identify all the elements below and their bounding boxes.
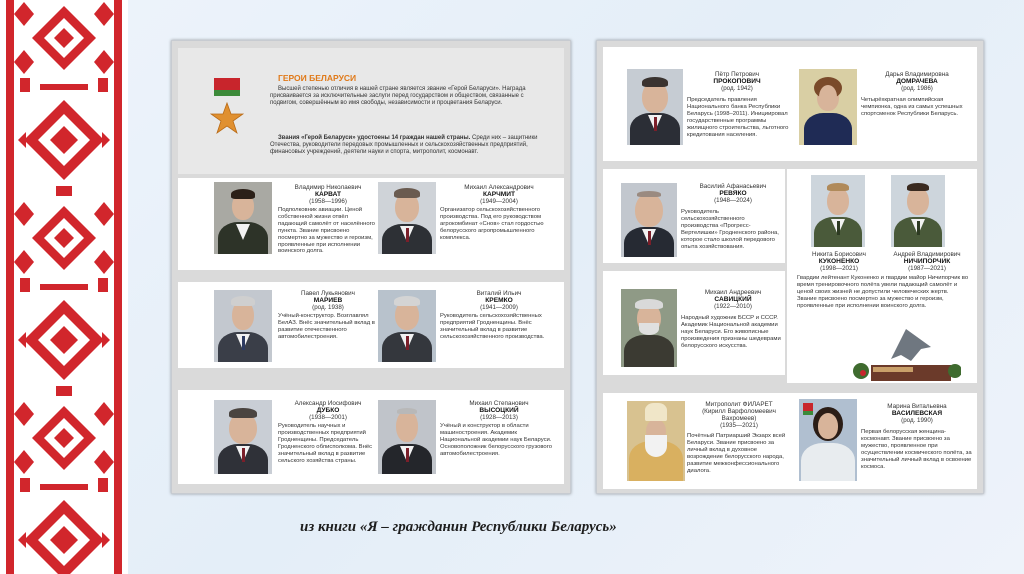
hero-first-name: Павел Лукьянович [301,290,355,297]
hero-years: (1949—2004) [480,198,518,205]
hero-description: Учёный и конструктор в области машиностроения. Академик Национальной академии наук Беларуси. Основоположник белорусского грузового автомобилестроения. [440,423,552,457]
belarusian-ornament-border [0,0,128,574]
hero-surname: МАРИЕВ [313,297,343,304]
hero-photo-nichiporchik [891,175,945,247]
hero-photo-kukonenko [811,175,865,247]
hero-photo-vasilevskaya [799,399,857,481]
hero-surname: КАРВАТ [314,191,342,198]
hero-description: Руководитель сельскохозяйственных предприятий Гродненщины. Внёс значительный вклад в развитие сельскохозяйственного производства. [440,313,545,340]
hero-description: Организатор сельскохозяйственного производства. Под его руководством агрокомбинат «Снов» стал гордостью белорусского агропромышленного комплекса. [440,207,544,241]
hero-photo-mariev [214,290,272,362]
hero-first-name: Виталий Ильич [476,290,522,297]
hero-surname: КУКОНЕНКО [818,258,860,265]
hero-surname: ДОМРАЧЕВА [896,78,938,85]
hero-years: (1922—2010) [714,303,752,310]
hero-first-name: Марина Витальевна [887,403,947,410]
hero-surname: ВАСИЛЕВСКАЯ [891,410,943,417]
hero-secular-surname: Вахромеев) [721,415,757,422]
hero-surname: КРЕМКО [485,297,513,304]
hero-surname: НИЧИПОРЧИК [903,258,951,265]
hero-first-name: Александр Иосифович [294,400,362,407]
hero-years: (1928—2013) [480,414,518,421]
section-heading: ГЕРОИ БЕЛАРУСИ [278,73,357,83]
hero-photo-domracheva [799,69,857,145]
intro-paragraph-2 [270,135,550,156]
hero-first-name: Андрей Владимирович [893,251,961,258]
right-book-page [596,40,984,494]
intro-block [178,48,564,174]
hero-years: (1987—2021) [908,265,946,272]
hero-photo-savitsky [621,289,677,367]
hero-description: Народный художник БССР и СССР. Академик Национальной академии наук Беларуси. Его живописные произведения признаны шедеврами белорусского искусства. [681,315,781,349]
hero-years: (1935—2021) [720,422,758,429]
hero-first-name: Пётр Петрович [714,71,759,78]
hero-row-2 [178,282,564,368]
hero-row-4 [603,393,977,489]
hero-photo-kremko [378,290,436,362]
hero-description: Гвардии лейтенант Куконенко и гвардии майор Ничипорчик во время тренировочного полёта увели падающий самолёт и ценой своих жизней не допустили человеческих жертв. Звание присвоено посмертно за мужество и героизм, проявленные при исполнении воинского долга. [797,275,969,309]
hero-first-name: Дарья Владимировна [885,71,949,78]
intro-rest-text: Среди них – защитники Отечества, руководители передовых промышленных и сельскохозяйственных предприятий, финансовых учреждений, деятели науки и спорта, митрополит, космонавт. [270,135,538,155]
hero-row-2-right [787,169,977,383]
hero-years: (1941—2009) [480,304,518,311]
hero-description: Руководитель сельскохозяйственного производства «Прогресс-Вертелишки» Гродненского района, которое стало школой передового опыта хозяйствования. [681,209,779,250]
hero-years: (род. 1986) [901,85,933,92]
hero-secular-name: (Кирилл Варфоломеевич [702,408,776,415]
hero-surname: ПРОКОПОВИЧ [713,78,761,85]
hero-first-name: Михаил Степанович [469,400,529,407]
hero-description: Учёный-конструктор. Возглавлял БелАЗ. Внёс значительный вклад в развитие отечественного автомобилестроения. [278,313,375,340]
hero-surname: РЕВЯКО [719,190,747,197]
hero-star-icon [210,102,244,136]
hero-surname: САВИЦКИЙ [714,296,752,303]
hero-photo-vysotsky [378,400,436,474]
ornament-pattern-icon [0,0,128,574]
hero-row-3 [603,271,785,375]
hero-first-name: Владимир Николаевич [294,184,362,191]
hero-photo-karvat [214,182,272,254]
hero-first-name: Никита Борисович [812,251,866,258]
hero-description: Первая белорусская женщина-космонавт. Звание присвоено за мужество, проявленное при осуществлении космического полёта, за значительный личный вклад в освоение космоса. [861,429,972,470]
hero-years: (1948—2024) [714,197,752,204]
hero-description: Подполковник авиации. Ценой собственной жизни отвёл падающий самолёт от населённого пункта. Звание присвоено посмертно за мужество и героизм, проявленные при исполнении воинского долга. [278,207,375,255]
hero-photo-karchmit [378,182,436,254]
hero-years: (1998—2021) [820,265,858,272]
hero-years: (род. 1942) [721,85,753,92]
hero-years: (1958—1996) [309,198,347,205]
hero-row-3 [178,390,564,484]
hero-first-name: Василий Афанасьевич [699,183,767,190]
hero-first-name: Михаил Александрович [464,184,534,191]
hero-first-name: Михаил Андреевич [704,289,762,296]
hero-photo-filaret [627,401,685,481]
intro-bold-text: Звания «Герой Беларуси» удостоены 14 граждан нашей страны. [278,135,471,141]
left-book-page [171,40,571,494]
hero-surname: ДУБКО [316,407,340,414]
hero-years: (1938—2001) [309,414,347,421]
hero-photo-prokopovich [627,69,683,145]
hero-medal-ribbon [214,78,240,96]
hero-photo-revyako [621,183,677,257]
hero-row-2-left [603,169,785,263]
hero-surname: КАРЧМИТ [482,191,516,198]
hero-description: Председатель правления Национального банка Республики Беларусь (1998–2011). Инициировал государственные программы жилищного строительства, льготного кредитования населения. [687,97,789,138]
hero-first-name: Митрополит ФИЛАРЕТ [705,401,773,408]
book-caption: из книги «Я – гражданин Республики Беларусь» [300,519,617,535]
hero-description: Руководитель научных и производственных предприятий Гродненщины. Председатель Гродненского облисполкома. Внёс значительный вклад в развитие сельского хозяйства страны. [278,423,373,464]
hero-years: (род. 1990) [901,417,933,424]
hero-surname: ВЫСОЦКИЙ [479,407,519,414]
hero-row-1 [178,178,564,270]
memorial-monument-image [851,325,961,381]
intro-paragraph: Высшей степенью отличия в нашей стране является звание «Герой Беларуси». Награда присваивается за исключительные заслуги перед государством и обществом, связанные с подвигом, совершённым во имя свободы, независимости и процветания Беларуси. [270,86,526,106]
hero-description: Почётный Патриарший Экзарх всей Беларуси. Звание присвоено за личный вклад в духовное возрождение белорусского народа, развитие межконфессионального диалога. [687,433,786,474]
hero-photo-dubko [214,400,272,474]
hero-description: Четырёхкратная олимпийская чемпионка, одна из самых успешных спортсменок Республики Беларусь. [861,97,963,117]
hero-row-1 [603,47,977,161]
hero-years: (род. 1938) [312,304,344,311]
